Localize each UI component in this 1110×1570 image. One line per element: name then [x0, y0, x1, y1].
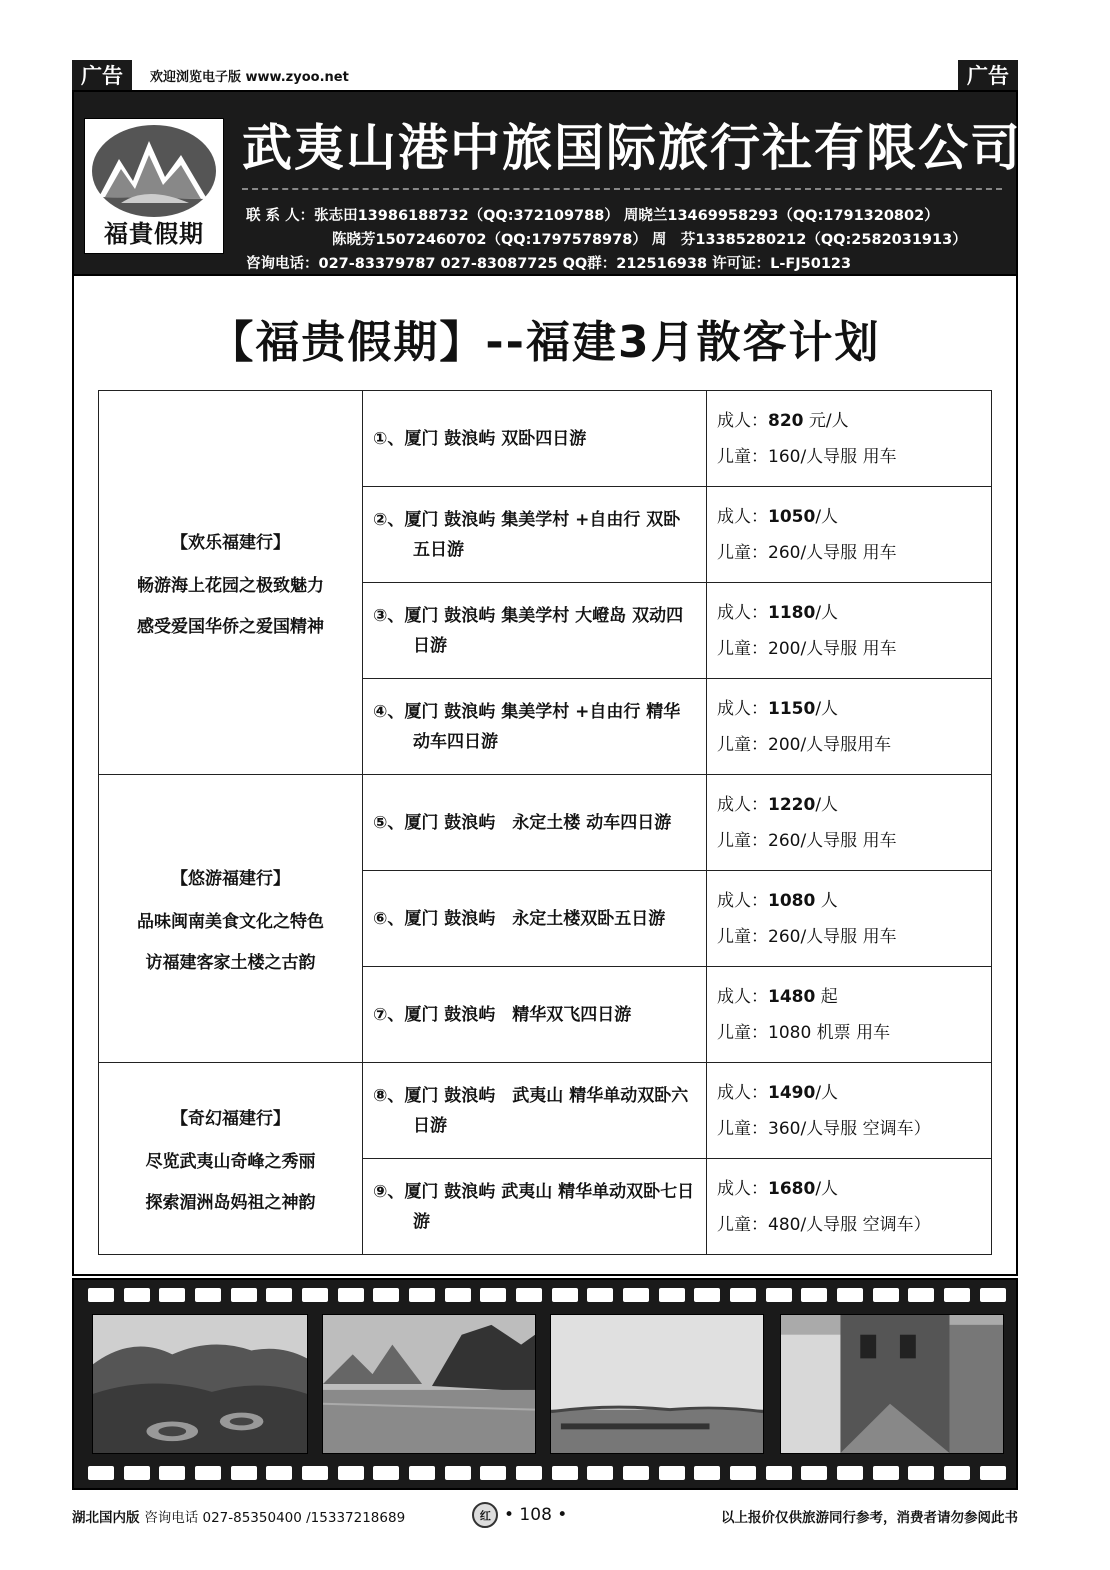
route-text: ③、厦门 鼓浪屿 集美学村 大嶝岛 双动四日游 — [373, 605, 684, 656]
child-price: 儿童：260/人导服 用车 — [717, 542, 897, 563]
route-text: ⑨、厦门 鼓浪屿 武夷山 精华单动双卧七日游 — [373, 1181, 695, 1232]
child-price: 儿童：200/人导服 用车 — [717, 638, 897, 659]
photo-river — [322, 1314, 536, 1454]
child-price: 儿童：480/人导服 空调车） — [717, 1214, 931, 1235]
group-line: 感受爱国华侨之爱国精神 — [137, 617, 324, 637]
route-text: ②、厦门 鼓浪屿 集美学村 +自由行 双卧五日游 — [373, 509, 681, 560]
page-number-text: • 108 • — [504, 1505, 568, 1525]
adult-label: 成人： — [717, 1082, 768, 1103]
adult-price-value: 1080 — [768, 890, 816, 911]
table-row — [99, 1063, 992, 1159]
route-text: ④、厦门 鼓浪屿 集美学村 +自由行 精华动车四日游 — [373, 701, 681, 752]
group-name: 【欢乐福建行】 — [171, 533, 290, 553]
route-text: ⑦、厦门 鼓浪屿 精华双飞四日游 — [373, 1004, 632, 1025]
adult-label: 成人： — [717, 506, 768, 527]
adult-unit: /人 — [815, 1082, 839, 1103]
route-cell — [363, 679, 707, 775]
group-line: 访福建客家土楼之古韵 — [145, 953, 316, 973]
red-badge-icon — [467, 1497, 504, 1534]
adult-price — [717, 499, 981, 535]
route-cell — [363, 871, 707, 967]
route-text: ⑥、厦门 鼓浪屿 永定土楼双卧五日游 — [373, 908, 666, 929]
route-text: ①、厦门 鼓浪屿 双卧四日游 — [373, 428, 587, 449]
group-line: 畅游海上花园之极致魅力 — [137, 576, 324, 596]
adult-unit: /人 — [815, 506, 839, 527]
adult-label: 成人： — [717, 794, 768, 815]
route-cell — [363, 775, 707, 871]
page-number — [472, 1502, 567, 1528]
adult-unit: /人 — [815, 602, 839, 623]
adult-price — [717, 1171, 981, 1207]
adult-label: 成人： — [717, 890, 768, 911]
ad-tag-left: 广告 — [72, 60, 132, 90]
contact-row: 联 系 人：张志田13986188732（QQ:372109788） 周晓兰13469958293（QQ:1791320802） — [246, 208, 939, 224]
page-title: 【福贵假期】--福建3月散客计划 — [209, 317, 881, 368]
contact-row: 咨询电话：027-83379787 027-83087725 QQ群：212516938 许可证：L-FJ50123 — [246, 256, 852, 272]
group-cell — [99, 775, 363, 1063]
route-text: ⑧、厦门 鼓浪屿 武夷山 精华单动双卧六日游 — [373, 1085, 689, 1136]
price-cell — [707, 583, 992, 679]
film-holes-top — [88, 1288, 1006, 1302]
adult-label: 成人： — [717, 1178, 768, 1199]
adult-unit: 元/人 — [803, 410, 849, 431]
route-cell — [363, 583, 707, 679]
adult-unit: /人 — [815, 1178, 839, 1199]
film-holes-bottom — [88, 1466, 1006, 1480]
adult-price — [717, 1075, 981, 1111]
company-header — [72, 90, 1022, 276]
adult-price — [717, 883, 981, 919]
ad-tag-right: 广告 — [958, 60, 1018, 90]
group-line: 尽览武夷山奇峰之秀丽 — [145, 1152, 316, 1172]
footer-note: 以上报价仅供旅游同行参考，消费者请勿参阅此书 — [721, 1510, 1018, 1526]
group-name: 【悠游福建行】 — [171, 869, 290, 889]
price-cell — [707, 1159, 992, 1255]
photo-street — [780, 1314, 1004, 1454]
adult-price-value: 1680 — [768, 1178, 816, 1199]
price-cell — [707, 679, 992, 775]
price-cell — [707, 871, 992, 967]
adult-price — [717, 403, 981, 439]
adult-price-value: 1150 — [768, 698, 816, 719]
contact-info — [246, 204, 967, 276]
adult-price-value: 1050 — [768, 506, 816, 527]
child-price: 儿童：1080 机票 用车 — [717, 1022, 891, 1043]
adult-label: 成人： — [717, 986, 768, 1007]
tour-table — [98, 390, 992, 1255]
photo-tulou — [92, 1314, 308, 1454]
adult-price-value: 1220 — [768, 794, 816, 815]
contact-row: 陈晓芳15072460702（QQ:1797578978） 周 芬13385280212（QQ:2582031913） — [332, 232, 967, 248]
group-line: 探索湄洲岛妈祖之神韵 — [145, 1193, 316, 1213]
adult-price-value: 1180 — [768, 602, 816, 623]
price-cell — [707, 391, 992, 487]
route-cell — [363, 967, 707, 1063]
route-cell — [363, 487, 707, 583]
edition-label: 湖北国内版 — [72, 1510, 140, 1526]
child-price: 儿童：260/人导服 用车 — [717, 830, 897, 851]
child-price: 儿童：260/人导服 用车 — [717, 926, 897, 947]
child-price: 儿童：160/人导服 用车 — [717, 446, 897, 467]
adult-label: 成人： — [717, 410, 768, 431]
photo-filmstrip — [72, 1278, 1018, 1490]
group-cell — [99, 391, 363, 775]
route-cell — [363, 1063, 707, 1159]
group-line: 品味闽南美食文化之特色 — [137, 912, 324, 932]
adult-price — [717, 595, 981, 631]
main-content — [72, 276, 1018, 1276]
logo-text: 福貴假期 — [104, 220, 204, 248]
adult-label: 成人： — [717, 602, 768, 623]
adult-label: 成人： — [717, 698, 768, 719]
price-cell — [707, 775, 992, 871]
company-logo — [84, 118, 224, 254]
route-text: ⑤、厦门 鼓浪屿 永定土楼 动车四日游 — [373, 812, 672, 833]
adult-unit: 人 — [815, 890, 838, 911]
page-footer — [72, 1502, 1018, 1532]
route-cell — [363, 1159, 707, 1255]
price-cell — [707, 1063, 992, 1159]
adult-unit: /人 — [815, 794, 839, 815]
adult-price — [717, 787, 981, 823]
adult-price-value: 1480 — [768, 986, 816, 1007]
table-row — [99, 775, 992, 871]
adult-unit: /人 — [815, 698, 839, 719]
child-price: 儿童：200/人导服用车 — [717, 734, 892, 755]
adult-price — [717, 979, 981, 1015]
top-bar — [72, 60, 1018, 92]
adult-price-value: 1490 — [768, 1082, 816, 1103]
price-cell — [707, 487, 992, 583]
adult-unit: 起 — [815, 986, 838, 1007]
adult-price — [717, 691, 981, 727]
footer-phone: 咨询电话 027-85350400 /15337218689 — [144, 1510, 406, 1526]
adult-price-value: 820 — [768, 410, 804, 431]
footer-left — [72, 1506, 405, 1526]
mountain-logo-icon — [85, 119, 223, 219]
company-name: 武夷山港中旅国际旅行社有限公司 — [242, 119, 1022, 177]
group-name: 【奇幻福建行】 — [171, 1109, 290, 1129]
child-price: 儿童：360/人导服 空调车） — [717, 1118, 931, 1139]
photo-sea — [550, 1314, 764, 1454]
group-cell — [99, 1063, 363, 1255]
route-cell — [363, 391, 707, 487]
welcome-text: 欢迎浏览电子版 www.zyoo.net — [150, 70, 349, 85]
divider — [242, 188, 1002, 190]
badge-text: 红 — [479, 1509, 491, 1522]
table-row — [99, 391, 992, 487]
price-cell — [707, 967, 992, 1063]
